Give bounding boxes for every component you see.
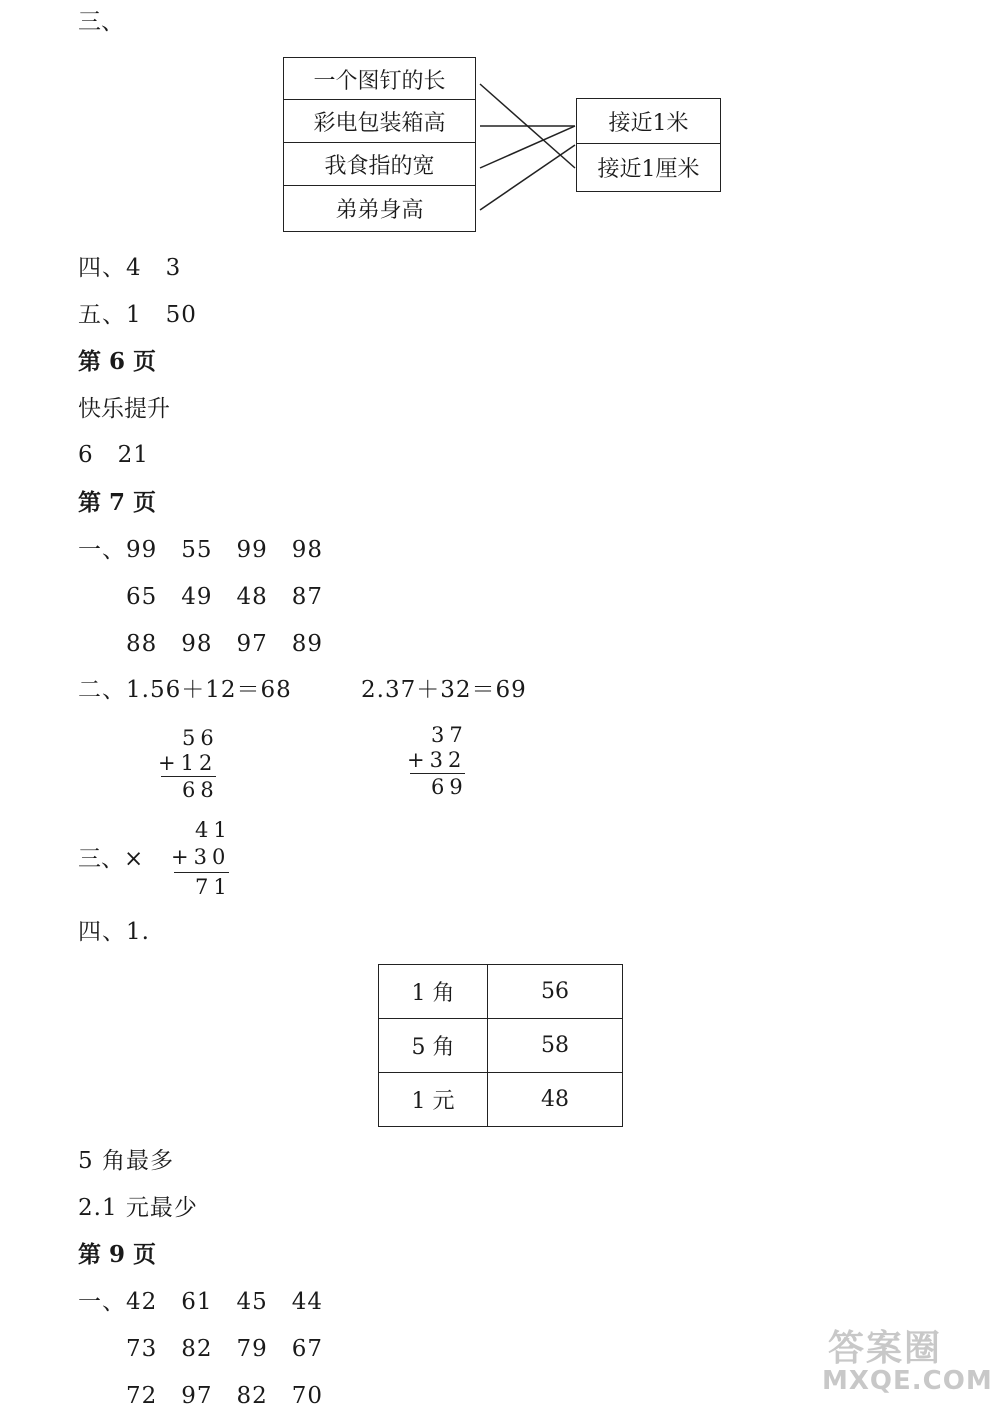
vertical-1-bottom: +12 [158, 751, 218, 775]
match-line-4 [480, 145, 575, 210]
match-left-item-3: 我食指的宽 [283, 142, 476, 187]
page-7-part1-row-2: 65 49 48 87 [78, 584, 324, 610]
vertical-1-rule [161, 776, 216, 777]
vertical-1-result: 68 [182, 778, 219, 802]
count-cell: 48 [488, 1073, 623, 1127]
coin-cell: 1 角 [379, 965, 488, 1019]
page-7-part3-label: 三、× [78, 846, 144, 872]
vertical-2-bottom: +32 [407, 748, 467, 772]
watermark-line-2: MXQE.COM [822, 1366, 993, 1396]
page-7-part2-equation-1: 二、1.56＋12＝68 [78, 677, 292, 703]
page-9-row-1: 一、42 61 45 44 [78, 1289, 324, 1315]
match-left-item-1: 一个图钉的长 [283, 57, 476, 101]
coin-cell: 5 角 [379, 1019, 488, 1073]
vertical-3-result: 71 [195, 875, 232, 899]
section-5-answer: 五、1 50 [78, 302, 197, 328]
watermark-logo [822, 1320, 992, 1400]
page-7-part2-equation-2: 2.37＋32＝69 [361, 677, 527, 703]
vertical-1-top: 56 [182, 726, 219, 750]
page-6-heading: 第 6 页 [78, 348, 157, 375]
count-cell: 56 [488, 965, 623, 1019]
page-7-least-answer: 2.1 元最少 [78, 1195, 198, 1221]
vertical-2-result: 69 [431, 775, 468, 799]
vertical-3-bottom: +30 [171, 845, 231, 869]
watermark-line-1: 答案圈 [828, 1328, 943, 1369]
page-9-heading: 第 9 页 [78, 1241, 157, 1268]
match-right-item-1: 接近1米 [576, 98, 721, 145]
matching-lines [0, 0, 1000, 260]
table-row [379, 965, 623, 1019]
match-line-3 [480, 126, 575, 168]
coin-count-table [378, 964, 623, 1127]
vertical-3-rule [174, 872, 229, 873]
section-4-answer: 四、4 3 [78, 255, 182, 281]
page-6-answer: 6 21 [78, 442, 149, 468]
page-9-row-3: 72 97 82 70 [78, 1383, 324, 1409]
table-row [379, 1073, 623, 1127]
page-6-subheading: 快乐提升 [78, 396, 170, 422]
match-left-item-2: 彩电包装箱高 [283, 99, 476, 144]
page-9-row-2: 73 82 79 67 [78, 1336, 324, 1362]
vertical-3-top: 41 [195, 818, 232, 842]
table-row [379, 1019, 623, 1073]
page-7-part1-row-1: 一、99 55 99 98 [78, 537, 324, 563]
coin-cell: 1 元 [379, 1073, 488, 1127]
vertical-2-top: 37 [431, 723, 468, 747]
match-right-item-2: 接近1厘米 [576, 143, 721, 192]
section-3-label: 三、 [78, 9, 124, 35]
match-left-item-4: 弟弟身高 [283, 185, 476, 232]
page-7-most-answer: 5 角最多 [78, 1148, 174, 1174]
page-7-heading: 第 7 页 [78, 489, 157, 516]
page-7-part1-row-3: 88 98 97 89 [78, 631, 324, 657]
count-cell: 58 [488, 1019, 623, 1073]
vertical-2-rule [410, 773, 465, 774]
page-7-part4-label: 四、1. [78, 919, 150, 945]
